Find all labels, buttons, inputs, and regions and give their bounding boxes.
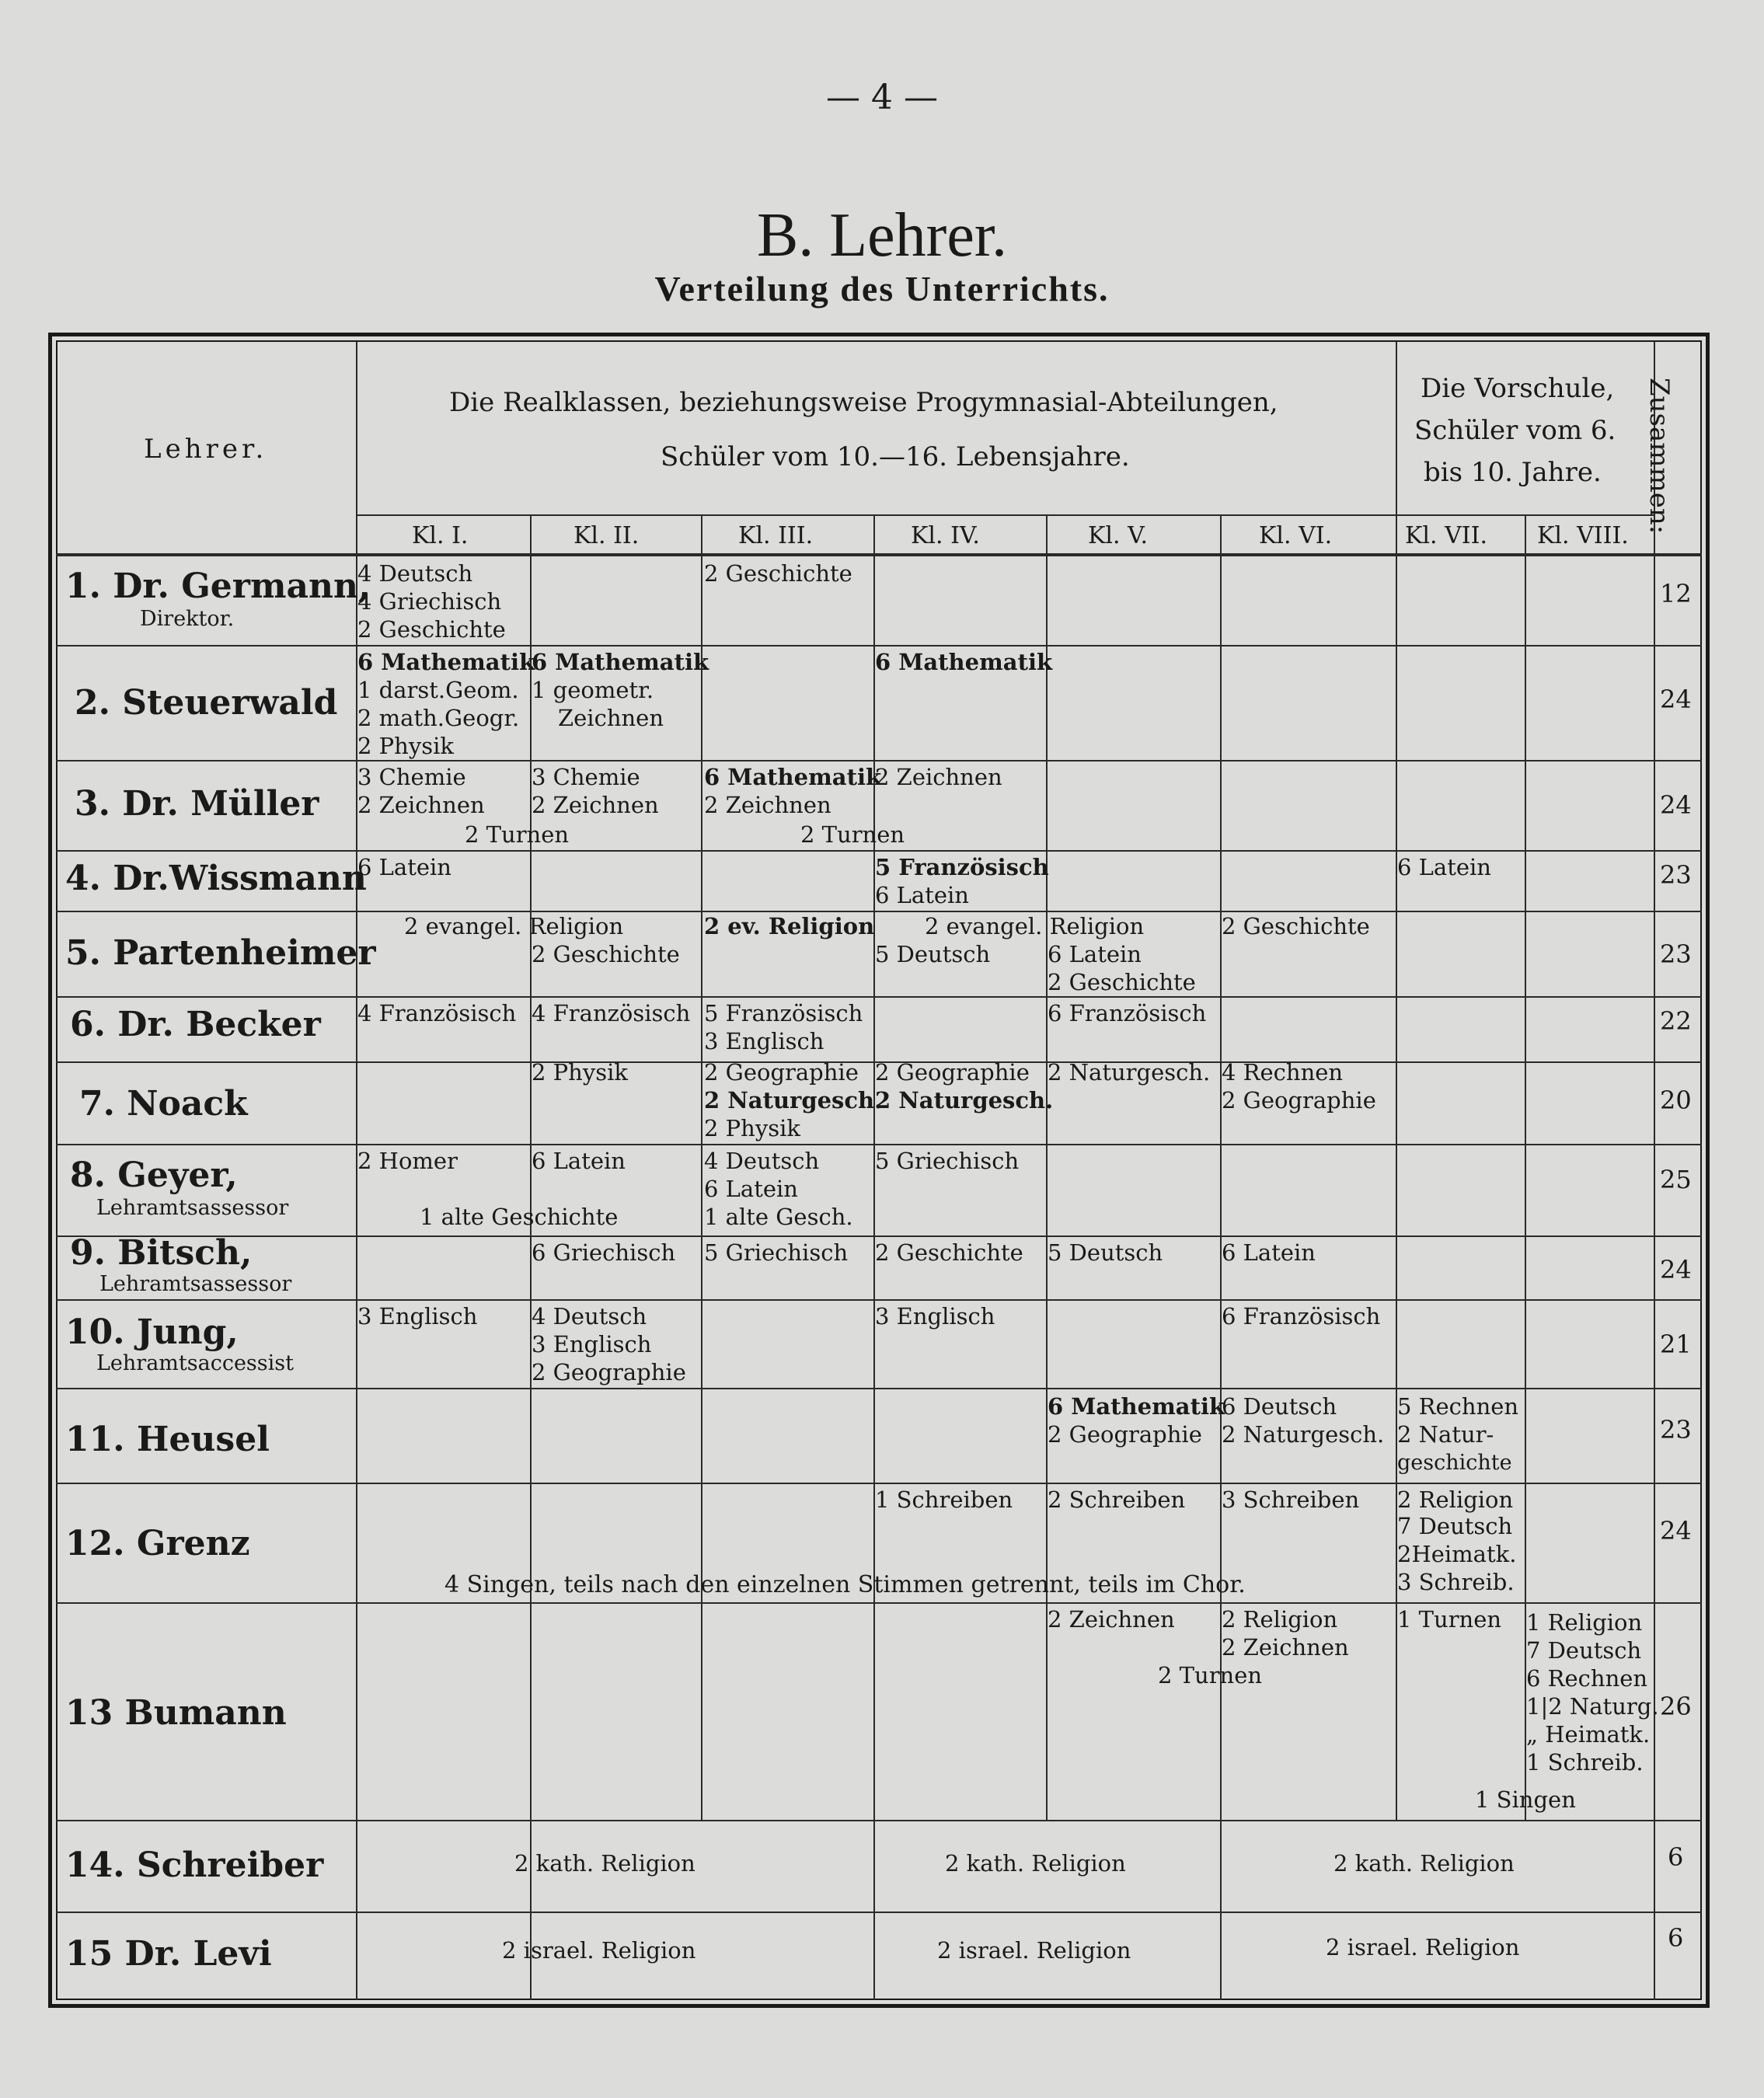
r2-total: 24: [1660, 685, 1692, 714]
header-kl1: Kl. I.: [412, 522, 469, 549]
teacher-role-10: Lehramtsaccessist: [96, 1351, 294, 1375]
r11-kl5-b: 2 Geographie: [1048, 1421, 1202, 1448]
col-rule-kl7: [1396, 514, 1397, 553]
r5-kl5-c: 2 Geschichte: [1048, 969, 1196, 995]
r14-religion-3: 2 kath. Religion: [1333, 1850, 1515, 1877]
r3-kl1-a: 3 Chemie: [357, 764, 466, 790]
col-rule-kl6: [1220, 514, 1222, 553]
r9-kl5-a: 5 Deutsch: [1048, 1239, 1163, 1266]
r12-kl7-d: 3 Schreib.: [1397, 1569, 1515, 1595]
r6-kl5-a: 6 Französisch: [1048, 1000, 1207, 1026]
row-rule-7: [56, 1144, 1702, 1145]
r3-kl2-a: 3 Chemie: [532, 764, 640, 790]
r11-kl7-b: 2 Natur-: [1397, 1421, 1494, 1448]
col-rule-kl5: [1046, 514, 1048, 553]
r13-kl8-f: 1 Schreib.: [1526, 1749, 1644, 1776]
row-rule-11: [56, 1483, 1702, 1484]
r3-kl3-a: 6 Mathematik: [704, 764, 882, 790]
r3-kl4-a: 2 Zeichnen: [875, 764, 1002, 790]
r12-singen: 4 Singen, teils nach den einzelnen Stimmen getrennt, teils im Chor.: [444, 1571, 1246, 1598]
r11-kl6-b: 2 Naturgesch.: [1222, 1421, 1385, 1448]
r1-total: 12: [1660, 579, 1692, 608]
teacher-name-1: 1. Dr. Germann,: [65, 566, 371, 606]
r8-kl4-a: 5 Griechisch: [875, 1148, 1020, 1174]
r14-religion-1: 2 kath. Religion: [514, 1850, 695, 1877]
r13-kl8-d: 1|2 Naturg.: [1526, 1693, 1659, 1720]
r6-total: 22: [1660, 1006, 1692, 1036]
row-rule-12: [56, 1602, 1702, 1604]
r6-kl3-b: 3 Englisch: [704, 1028, 824, 1054]
teacher-name-5: 5. Partenheimer: [65, 933, 376, 973]
teacher-name-8: 8. Geyer,: [70, 1155, 238, 1195]
r3-kl2-b: 2 Zeichnen: [532, 792, 659, 818]
r2-kl1-d: 2 Physik: [357, 733, 454, 759]
r6-kl3-a: 5 Französisch: [704, 1000, 863, 1026]
r10-kl4-a: 3 Englisch: [875, 1303, 995, 1330]
r11-kl5-a: 6 Mathematik: [1048, 1393, 1225, 1420]
r13-turnen-56: 2 Turnen: [1158, 1662, 1263, 1689]
r4-kl7-a: 6 Latein: [1397, 854, 1491, 880]
teacher-name-11: 11. Heusel: [65, 1420, 270, 1459]
r2-kl2-c: Zeichnen: [558, 705, 664, 731]
r10-kl6-a: 6 Französisch: [1222, 1303, 1381, 1330]
header-kl3: Kl. III.: [738, 522, 814, 549]
r12-kl7-b: 7 Deutsch: [1397, 1513, 1513, 1539]
col-rule-kl3: [701, 514, 702, 553]
row-rule-5: [56, 996, 1702, 998]
header-vorschule-line2: Schüler vom 6.: [1414, 415, 1616, 446]
body-col-rule-kl3: [701, 556, 702, 1820]
r1-kl3-a: 2 Geschichte: [704, 560, 852, 587]
r2-kl1-a: 6 Mathematik: [357, 649, 535, 675]
r7-kl3-a: 2 Geographie: [704, 1059, 859, 1086]
r6-kl2-a: 4 Französisch: [532, 1000, 691, 1026]
r3-turnen-12: 2 Turnen: [465, 821, 570, 848]
col-rule-kl8: [1525, 514, 1526, 553]
r9-kl4-a: 2 Geschichte: [875, 1239, 1023, 1266]
row-rule-8: [56, 1235, 1702, 1237]
row-rule-4: [56, 911, 1702, 912]
r8-total: 25: [1660, 1165, 1692, 1194]
r8-alte-geschichte: 1 alte Geschichte: [420, 1204, 619, 1230]
r15-religion-1: 2 israel. Religion: [502, 1937, 696, 1964]
row-rule-1: [56, 645, 1702, 646]
teacher-name-9: 9. Bitsch,: [70, 1233, 253, 1273]
row-rule-2: [56, 760, 1702, 761]
r12-total: 24: [1660, 1516, 1692, 1546]
r5-kl3-a: 2 ev. Religion: [704, 913, 875, 939]
teacher-name-3: 3. Dr. Müller: [75, 784, 319, 824]
r2-kl2-b: 1 geometr.: [532, 677, 654, 703]
teacher-name-13: 13 Bumann: [65, 1693, 287, 1733]
r13-total: 26: [1660, 1692, 1692, 1721]
r13-kl6-a: 2 Religion: [1222, 1606, 1338, 1633]
r5-kl6-a: 2 Geschichte: [1222, 913, 1370, 939]
r4-kl1-a: 6 Latein: [357, 854, 451, 880]
header-vorschule-line3: bis 10. Jahre.: [1424, 457, 1602, 488]
r2-kl1-c: 2 math.Geogr.: [357, 705, 520, 731]
r13-kl8-b: 7 Deutsch: [1526, 1637, 1642, 1664]
page-number: — 4 —: [826, 78, 938, 117]
r2-kl1-b: 1 darst.Geom.: [357, 677, 519, 703]
r8-kl3-a: 4 Deutsch: [704, 1148, 820, 1174]
r11-kl6-a: 6 Deutsch: [1222, 1393, 1337, 1420]
teacher-name-14: 14. Schreiber: [65, 1845, 324, 1885]
header-vorschule-line1: Die Vorschule,: [1421, 373, 1615, 404]
r5-kl2-b: 2 Geschichte: [532, 941, 680, 967]
r13-singen: 1 Singen: [1475, 1786, 1576, 1813]
r7-kl4-a: 2 Geographie: [875, 1059, 1030, 1086]
r10-kl1-a: 3 Englisch: [357, 1303, 478, 1330]
teacher-role-1: Direktor.: [140, 607, 235, 631]
r13-kl5-a: 2 Zeichnen: [1048, 1606, 1175, 1633]
header-kl5: Kl. V.: [1088, 522, 1149, 549]
header-rule-vorschule: [357, 514, 1655, 516]
header-realklassen-line2: Schüler vom 10.—16. Lebensjahre.: [661, 441, 1130, 472]
r10-total: 21: [1660, 1330, 1692, 1359]
r12-kl7-a: 2 Religion: [1397, 1486, 1514, 1513]
r7-kl2-a: 2 Physik: [532, 1059, 628, 1086]
r12-kl7-c: 2Heimatk.: [1397, 1541, 1517, 1567]
r12-kl4-a: 1 Schreiben: [875, 1486, 1013, 1513]
row-rule-10: [56, 1388, 1702, 1389]
r10-kl2-a: 4 Deutsch: [532, 1303, 647, 1330]
teacher-name-12: 12. Grenz: [65, 1524, 250, 1563]
r12-kl6-a: 3 Schreiben: [1222, 1486, 1360, 1513]
r7-total: 20: [1660, 1086, 1692, 1115]
col-rule-kl4: [873, 514, 875, 553]
page-subtitle: Verteilung des Unterrichts.: [654, 269, 1110, 308]
r8-kl3-b: 6 Latein: [704, 1176, 798, 1202]
r8-kl2-a: 6 Latein: [532, 1148, 626, 1174]
r15-religion-3: 2 israel. Religion: [1326, 1934, 1520, 1960]
r13-kl8-c: 6 Rechnen: [1526, 1665, 1648, 1692]
r3-kl3-b: 2 Zeichnen: [704, 792, 831, 818]
r5-total: 23: [1660, 939, 1692, 969]
r13-kl6-b: 2 Zeichnen: [1222, 1634, 1349, 1661]
row-rule-3: [56, 850, 1702, 852]
row-rule-14: [56, 1912, 1702, 1913]
r9-kl2-a: 6 Griechisch: [532, 1239, 676, 1266]
r11-kl7-a: 5 Rechnen: [1397, 1393, 1519, 1420]
r9-total: 24: [1660, 1255, 1692, 1284]
teacher-name-4: 4. Dr.Wissmann: [65, 859, 367, 898]
r8-kl3-c: 1 alte Gesch.: [704, 1204, 853, 1230]
teacher-name-10: 10. Jung,: [65, 1312, 239, 1352]
r8-kl1-a: 2 Homer: [357, 1148, 458, 1174]
r10-kl2-b: 3 Englisch: [532, 1331, 652, 1357]
header-kl7: Kl. VII.: [1405, 522, 1487, 549]
header-realklassen-line1: Die Realklassen, beziehungsweise Progymnasial-Abteilungen,: [449, 387, 1278, 418]
header-kl8: Kl. VIII.: [1537, 522, 1629, 549]
r4-kl4-a: 5 Französisch: [875, 854, 1049, 880]
r1-kl1-a: 4 Deutsch: [357, 560, 473, 587]
teacher-name-2: 2. Steuerwald: [75, 683, 338, 723]
r2-kl4-a: 6 Mathematik: [875, 649, 1053, 675]
r3-kl1-b: 2 Zeichnen: [357, 792, 485, 818]
r5-kl4-b: 5 Deutsch: [875, 941, 991, 967]
r14-total: 6: [1668, 1842, 1684, 1872]
header-kl2: Kl. II.: [573, 522, 640, 549]
r10-kl2-c: 2 Geographie: [532, 1359, 686, 1385]
r5-kl5-b: 6 Latein: [1048, 941, 1142, 967]
r7-kl3-c: 2 Physik: [704, 1115, 800, 1141]
row-rule-13: [56, 1820, 1702, 1821]
r15-religion-2: 2 israel. Religion: [937, 1937, 1131, 1964]
r4-kl4-b: 6 Latein: [875, 882, 969, 908]
r5-religion-12: 2 evangel. Religion: [404, 913, 624, 939]
r7-kl4-b: 2 Naturgesch.: [875, 1087, 1054, 1113]
r13-kl8-a: 1 Religion: [1526, 1609, 1643, 1636]
col-rule-zusammen: [1654, 342, 1655, 2000]
header-zusammen: Zusammen:: [1644, 378, 1675, 535]
r2-kl2-a: 6 Mathematik: [532, 649, 709, 675]
col-rule-kl2: [530, 514, 532, 553]
r3-turnen-34: 2 Turnen: [800, 821, 905, 848]
r7-kl3-b: 2 Naturgesch.: [704, 1087, 883, 1113]
teacher-role-9: Lehramtsassessor: [99, 1272, 292, 1296]
teacher-name-6: 6. Dr. Becker: [70, 1005, 321, 1044]
teacher-name-7: 7. Noack: [79, 1084, 248, 1124]
r1-kl1-b: 4 Griechisch: [357, 588, 502, 615]
r7-kl6-b: 2 Geographie: [1222, 1087, 1376, 1113]
r11-total: 23: [1660, 1415, 1692, 1445]
r14-religion-2: 2 kath. Religion: [945, 1850, 1126, 1877]
r12-kl5-a: 2 Schreiben: [1048, 1486, 1186, 1513]
teacher-role-8: Lehramtsassessor: [96, 1196, 289, 1220]
header-kl4: Kl. IV.: [911, 522, 980, 549]
teacher-name-15: 15 Dr. Levi: [65, 1934, 272, 1974]
header-lehrer: Lehrer.: [144, 434, 268, 465]
r13-kl8-e: „ Heimatk.: [1526, 1721, 1651, 1748]
r3-total: 24: [1660, 790, 1692, 820]
header-kl6: Kl. VI.: [1259, 522, 1333, 549]
r7-kl5-a: 2 Naturgesch.: [1048, 1059, 1211, 1086]
row-rule-9: [56, 1299, 1702, 1301]
r9-kl6-a: 6 Latein: [1222, 1239, 1316, 1266]
r1-kl1-c: 2 Geschichte: [357, 616, 506, 643]
page-title: B. Lehrer.: [756, 201, 1008, 270]
r13-kl7-a: 1 Turnen: [1397, 1606, 1502, 1633]
r4-total: 23: [1660, 860, 1692, 890]
r9-kl3-a: 5 Griechisch: [704, 1239, 849, 1266]
header-bottom-rule: [56, 553, 1702, 556]
r7-kl6-a: 4 Rechnen: [1222, 1059, 1344, 1086]
r6-kl1-a: 4 Französisch: [357, 1000, 517, 1026]
r15-total: 6: [1668, 1923, 1684, 1953]
r11-kl7-c: geschichte: [1397, 1451, 1512, 1475]
r5-religion-45: 2 evangel. Religion: [925, 913, 1145, 939]
body-col-rule-kl6: [1220, 556, 1222, 2000]
